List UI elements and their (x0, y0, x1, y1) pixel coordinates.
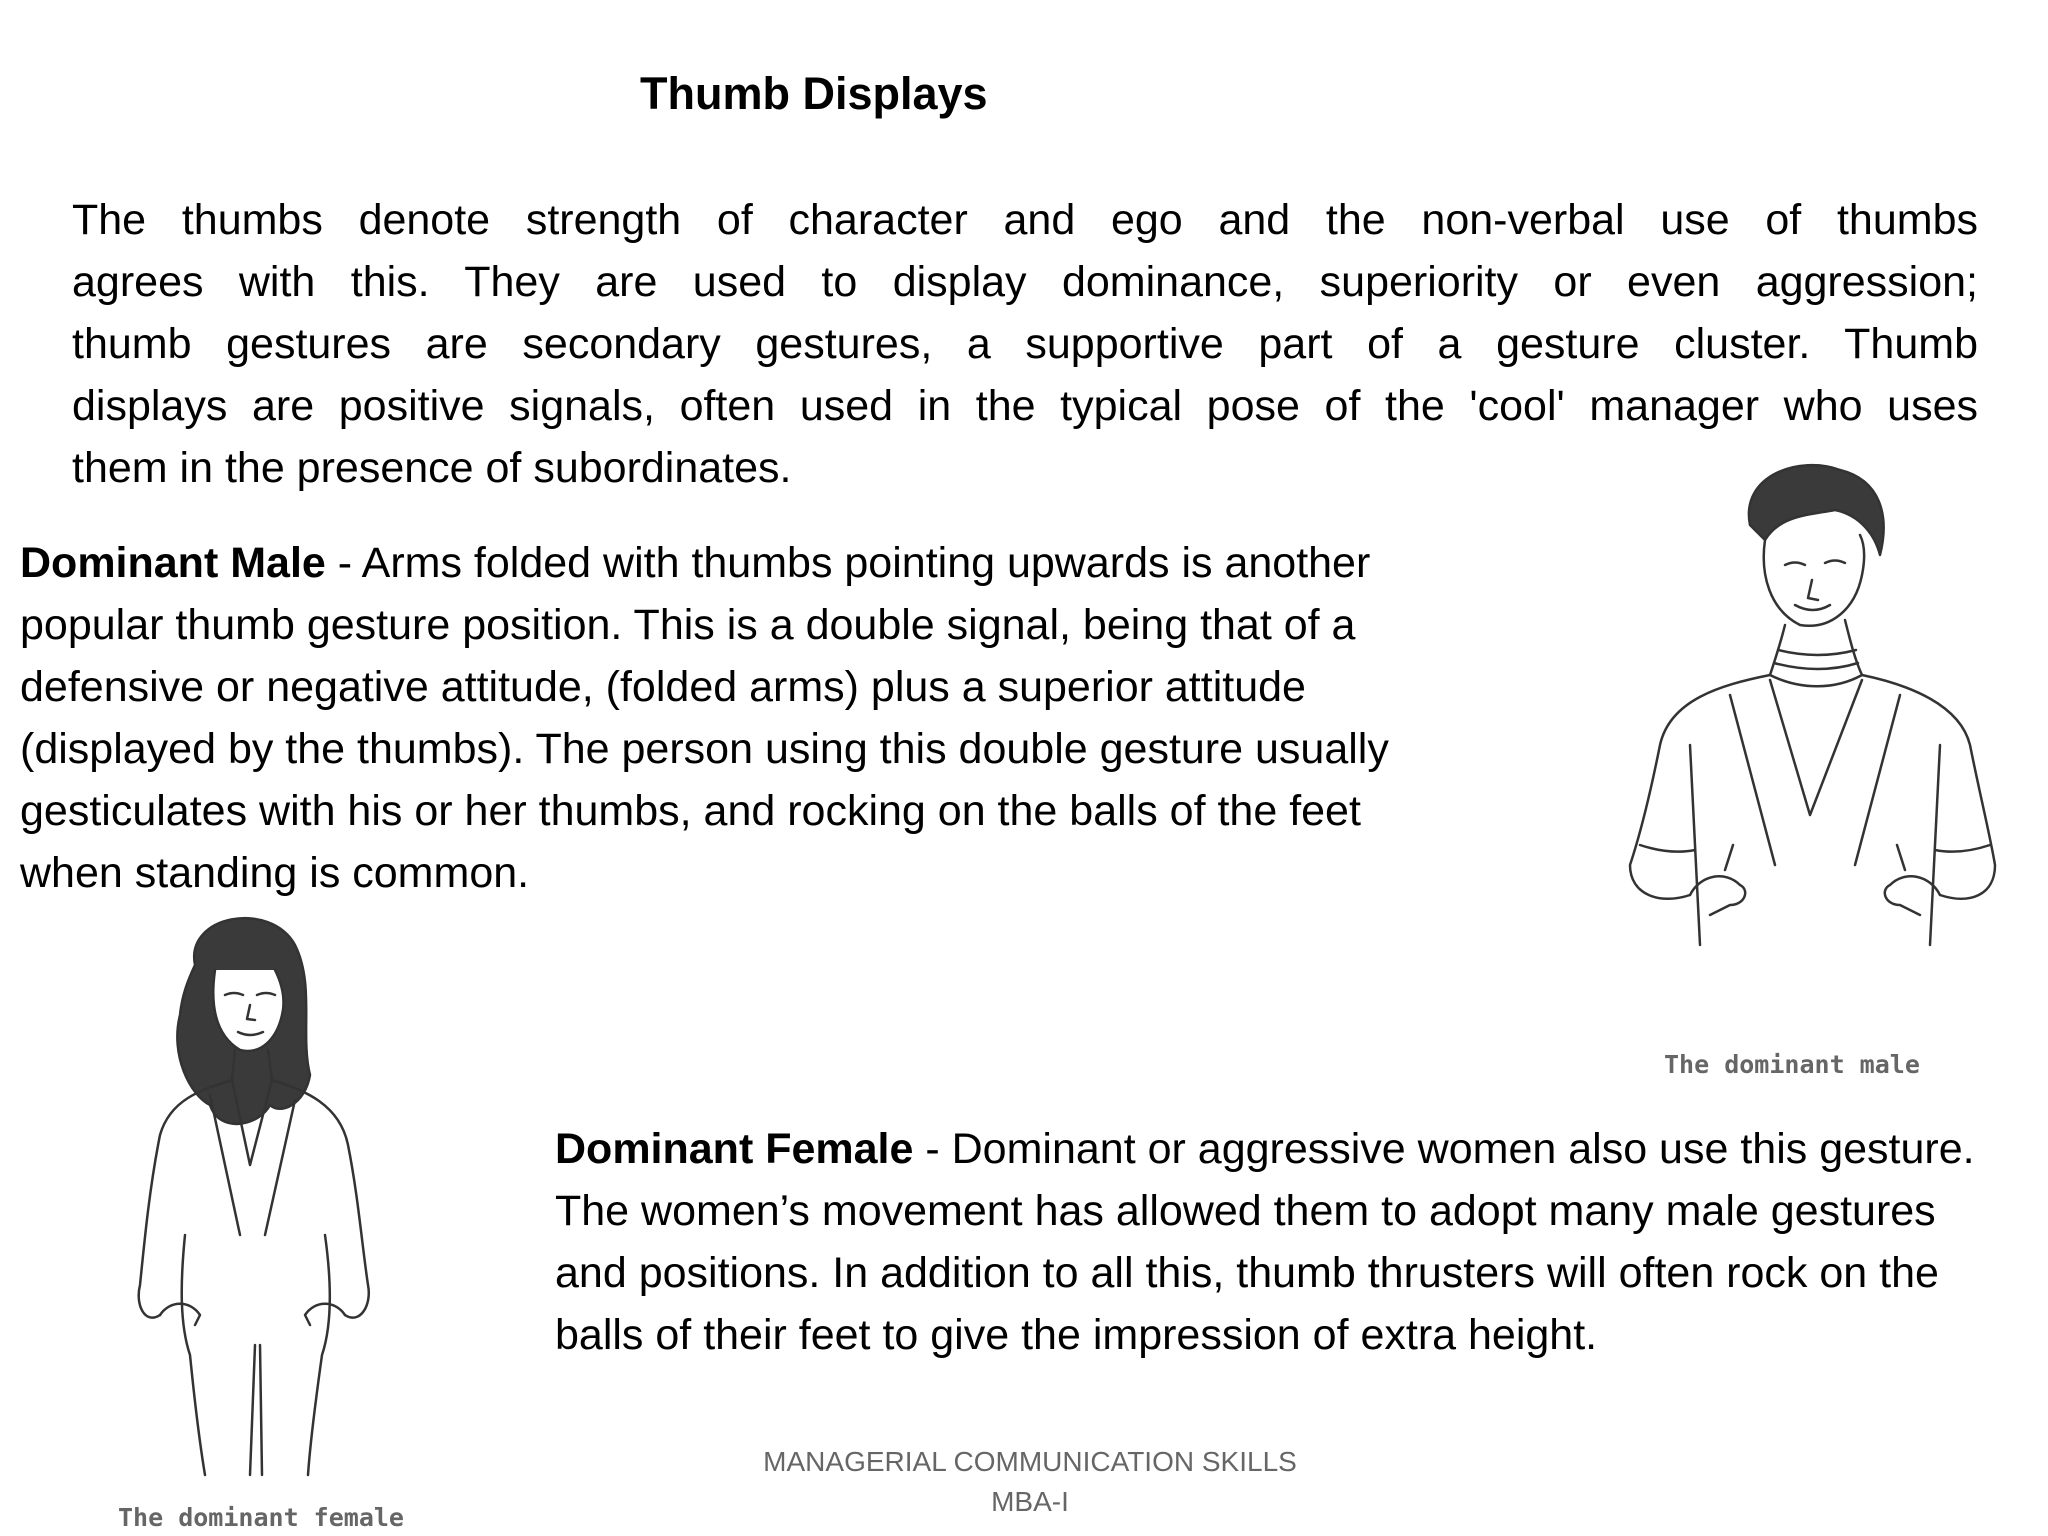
intro-line: them in the presence of subordinates. (72, 444, 792, 492)
dominant-female-paragraph (555, 1118, 1980, 1366)
dominant-male-text: - Arms folded with thumbs pointing upwards is another popular thumb gesture position. This is a double signal, being that of a defensive or negative attitude, (folded arms) plus a superior attitude (displayed by the thumbs). The person using this double gesture usually gesticulates with his or her thumbs, and rocking on the balls of the feet when standing is common. (20, 539, 1389, 897)
intro-line: agrees with this. They are used to display dominance, superiority or even aggression; (72, 258, 1978, 306)
footer-program: MBA-I (991, 1486, 1069, 1517)
intro-line: displays are positive signals, often used in the typical pose of the 'cool' manager who uses (72, 382, 1978, 430)
page-title: Thumb Displays (640, 68, 988, 119)
dominant-female-text: - Dominant or aggressive women also use this gesture. The women’s movement has allowed them to adopt many male gestures and positions. In addition to all this, thumb thrusters will often rock on the balls of their feet to give the impression of extra height. (555, 1125, 1975, 1359)
intro-line: The thumbs denote strength of character and ego and the non-verbal use of thumbs (72, 196, 1978, 244)
dominant-male-heading: Dominant Male (20, 539, 326, 587)
page-footer (700, 1442, 1360, 1522)
dominant-female-illustration (100, 905, 430, 1480)
dominant-male-illustration (1600, 445, 2010, 965)
dominant-male-paragraph (20, 532, 1440, 904)
dominant-male-caption: The dominant male (1664, 1050, 1920, 1079)
footer-course: MANAGERIAL COMMUNICATION SKILLS (763, 1446, 1297, 1477)
dominant-female-heading: Dominant Female (555, 1125, 914, 1173)
dominant-female-caption: The dominant female (118, 1503, 404, 1532)
intro-line: thumb gestures are secondary gestures, a supportive part of a gesture cluster. Thumb (72, 320, 1978, 368)
